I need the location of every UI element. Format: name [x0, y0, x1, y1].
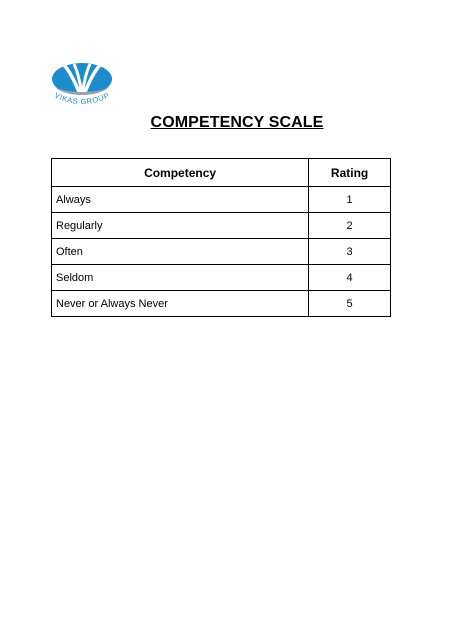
table-header-row — [52, 159, 391, 187]
competency-cell: Regularly — [52, 213, 309, 239]
vikas-group-logo — [50, 62, 114, 108]
table-row — [52, 265, 391, 291]
column-header-competency: Competency — [52, 159, 309, 187]
competency-cell: Never or Always Never — [52, 291, 309, 317]
column-header-rating: Rating — [309, 159, 391, 187]
rating-cell: 5 — [309, 291, 391, 317]
rating-cell: 1 — [309, 187, 391, 213]
competency-scale-table — [51, 158, 391, 317]
table-row — [52, 213, 391, 239]
competency-cell: Often — [52, 239, 309, 265]
rating-cell: 2 — [309, 213, 391, 239]
rating-cell: 4 — [309, 265, 391, 291]
table-row — [52, 187, 391, 213]
rating-cell: 3 — [309, 239, 391, 265]
page-title: COMPETENCY SCALE — [150, 114, 324, 131]
svg-text:VIKAS GROUP: VIKAS GROUP — [53, 90, 111, 107]
competency-cell: Always — [52, 187, 309, 213]
table-row — [52, 291, 391, 317]
table-row — [52, 239, 391, 265]
competency-cell: Seldom — [52, 265, 309, 291]
vikas-group-logo-icon — [50, 62, 114, 108]
